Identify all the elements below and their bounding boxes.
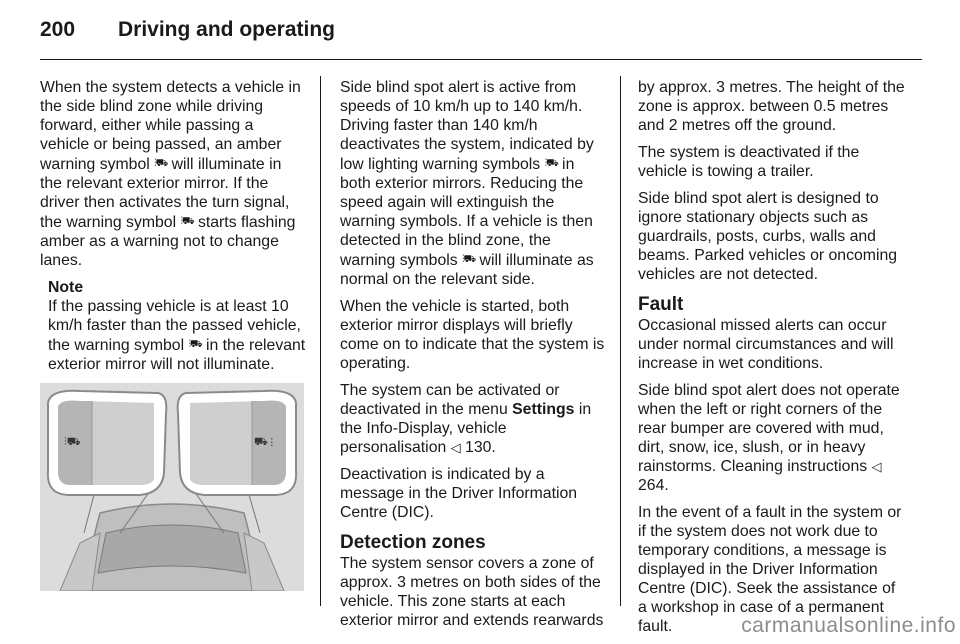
warning-symbol-icon: ⫶⛟ [462,254,476,265]
column-divider-1 [320,76,321,606]
note-label: Note [48,279,84,296]
paragraph-zone-height: by approx. 3 metres. The height of the zone is approx. between 0.5 metres and 2 metres off the ground. [638,79,905,134]
mirror-illustration [40,383,304,591]
page-ref-icon: ◁ [450,440,461,455]
page-ref: 130. [465,439,496,456]
header-rule [40,59,922,60]
note-block [48,278,306,374]
page-ref-icon: ◁ [871,459,882,474]
paragraph-stationary: Side blind spot alert is designed to ignore stationary objects such as guardrails, posts, curbs, walls and beams. Parked vehicles or oncoming vehicles are not detected. [638,190,898,283]
column-2 [340,78,606,638]
svg-text:⫶⛟: ⫶⛟ [64,435,81,448]
page-number: 200 [40,18,76,41]
text: in the relevant exterior mirror will not illuminate. [48,337,306,373]
heading-fault: Fault [638,294,684,315]
paragraph-fault-message: In the event of a fault in the system or if the system does not work due to temporary conditions, a message is displayed in the Driver Information Centre (DIC). Seek the assistance of a workshop in case of a permanent fault. [638,504,902,635]
watermark: carmanualsonline.info [741,614,956,637]
text: The system can be activated or deactivated in the menu [340,382,560,418]
text: If the passing vehicle is at least 10 km/h faster than the passed vehicle, the warning symbol [48,298,301,354]
page-title: Driving and operating [118,18,336,41]
warning-symbol-icon: ⫶⛟ [544,158,558,169]
paragraph-trailer: The system is deactivated if the vehicle is towing a trailer. [638,144,860,180]
text: will illuminate as normal on the relevant side. [340,252,594,288]
warning-symbol-icon: ⫶⛟ [180,216,194,227]
heading-detection-zones: Detection zones [340,532,486,553]
paragraph-covered-bumper [638,381,906,495]
paragraph-settings [340,381,606,457]
text: Side blind spot alert does not operate when the left or right corners of the rear bumper are covered with mud, dirt, snow, ice, slush, or in heavy rainstorms. Cleaning instructions [638,382,900,475]
paragraph-startup: When the vehicle is started, both exterior mirror displays will briefly come on to indicate that the system is operating. [340,298,605,372]
warning-symbol-icon: ⫶⛟ [188,339,202,350]
paragraph-speed-range [340,78,606,289]
warning-symbol-icon: ⫶⛟ [154,158,168,169]
column-3 [638,78,906,644]
paragraph-detection-zone: The system sensor covers a zone of approx. 3 metres on both sides of the vehicle. This zone starts at each exterior mirror and extends rearwards [340,555,604,629]
text: in the Info-Display, vehicle personalisation [340,401,592,456]
paragraph-deactivation: Deactivation is indicated by a message in the Driver Information Centre (DIC). [340,466,578,521]
text: will illuminate in the relevant exterior mirror. If the driver then activates the turn signal, the warning symbol [40,156,290,231]
svg-text:⛟⫶: ⛟⫶ [254,435,276,448]
text: in both exterior mirrors. Reducing the speed again will extinguish the warning symbols. If a vehicle is then detected in the blind zone, the warning symbols [340,156,593,269]
text: When the system detects a vehicle in the side blind zone while driving forward, either while passing a vehicle or being passed, an amber warning symbol [40,79,301,173]
text: Side blind spot alert is active from speeds of 10 km/h up to 140 km/h. Driving faster than 140 km/h deactivates the system, indicated by low lighting warning symbols [340,79,594,173]
settings-menu-label: Settings [512,401,575,418]
text: starts flashing amber as a warning not to change lanes. [40,214,296,269]
paragraph-missed-alerts: Occasional missed alerts can occur under normal circumstances and will increase in wet conditions. [638,317,894,372]
page-header [40,18,920,48]
column-divider-2 [620,76,621,606]
paragraph-detection [40,78,306,270]
column-1 [40,78,306,374]
page-ref: 264. [638,477,669,494]
